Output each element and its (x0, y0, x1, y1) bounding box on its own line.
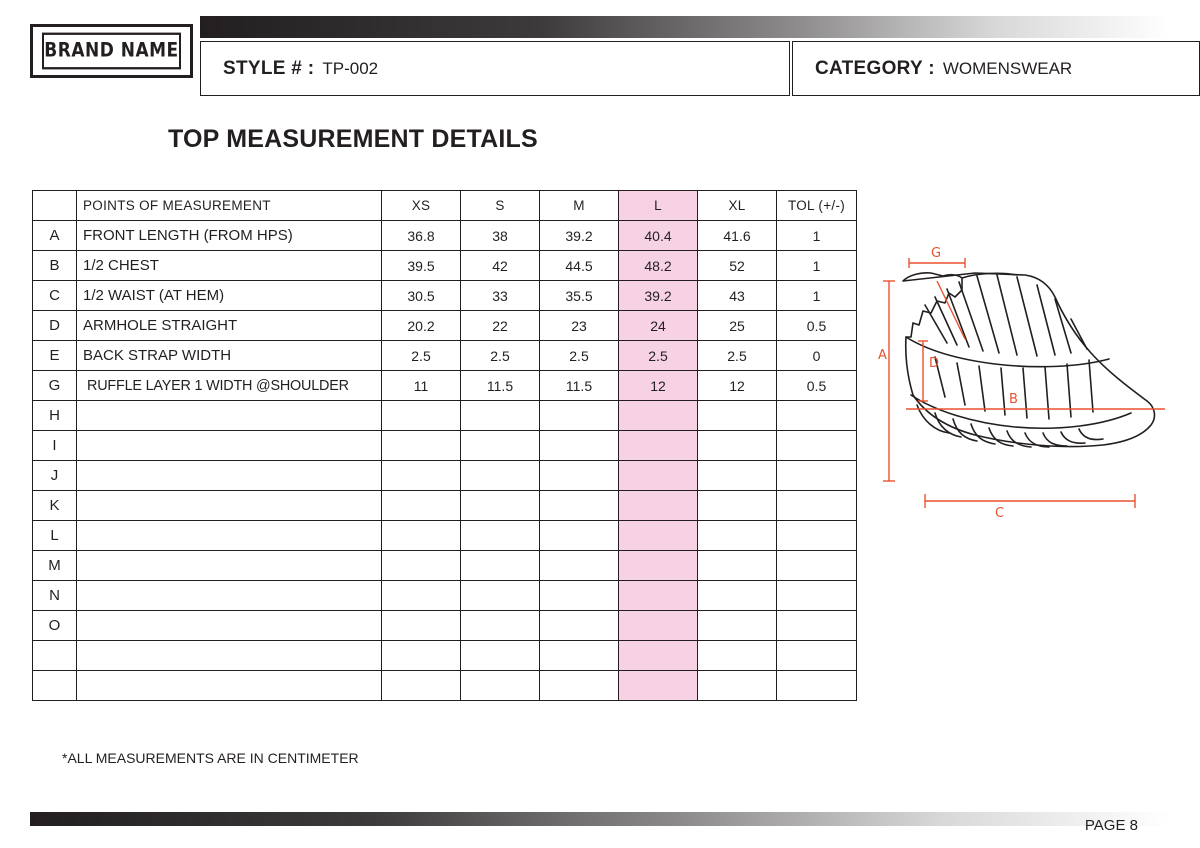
table-row (33, 521, 857, 551)
row-xl: 25 (698, 311, 777, 341)
row-m: 11.5 (540, 371, 619, 401)
row-l (619, 551, 698, 581)
header-size-l: L (619, 191, 698, 221)
table-row (33, 671, 857, 701)
page-number: PAGE 8 (1084, 817, 1138, 834)
row-l (619, 431, 698, 461)
row-m (540, 641, 619, 671)
row-xs (382, 671, 461, 701)
row-xs: 20.2 (382, 311, 461, 341)
row-xs: 30.5 (382, 281, 461, 311)
row-tol: 0.5 (777, 371, 857, 401)
brand-name-label: BRAND NAME (42, 33, 181, 70)
brand-logo (30, 24, 193, 78)
row-m (540, 461, 619, 491)
row-m: 23 (540, 311, 619, 341)
row-s: 38 (461, 221, 540, 251)
row-key: E (33, 341, 77, 371)
row-l: 40.4 (619, 221, 698, 251)
row-l: 39.2 (619, 281, 698, 311)
header-tolerance: TOL (+/-) (777, 191, 857, 221)
row-l: 2.5 (619, 341, 698, 371)
row-key: J (33, 461, 77, 491)
row-key: H (33, 401, 77, 431)
page-title: TOP MEASUREMENT DETAILS (168, 125, 538, 153)
row-xl: 2.5 (698, 341, 777, 371)
sketch-label-b: B (1009, 392, 1018, 407)
row-xl: 43 (698, 281, 777, 311)
row-m: 44.5 (540, 251, 619, 281)
table-header-row (33, 191, 857, 221)
row-tol: 0.5 (777, 311, 857, 341)
row-xs (382, 491, 461, 521)
row-key: O (33, 611, 77, 641)
row-s (461, 581, 540, 611)
table-row (33, 371, 857, 401)
table-row (33, 551, 857, 581)
sketch-label-a: A (878, 348, 887, 363)
row-key: A (33, 221, 77, 251)
row-pom: BACK STRAP WIDTH (77, 341, 382, 371)
row-key: N (33, 581, 77, 611)
row-tol (777, 641, 857, 671)
table-row (33, 431, 857, 461)
row-xl (698, 431, 777, 461)
row-l: 24 (619, 311, 698, 341)
row-tol (777, 491, 857, 521)
row-l (619, 641, 698, 671)
row-m (540, 611, 619, 641)
row-tol (777, 551, 857, 581)
row-key: D (33, 311, 77, 341)
row-tol (777, 431, 857, 461)
row-s (461, 461, 540, 491)
row-xs (382, 461, 461, 491)
row-l (619, 581, 698, 611)
row-xs: 2.5 (382, 341, 461, 371)
header-size-m: M (540, 191, 619, 221)
measurement-units-note: *ALL MEASUREMENTS ARE IN CENTIMETER (62, 750, 359, 766)
row-xs: 36.8 (382, 221, 461, 251)
row-m: 35.5 (540, 281, 619, 311)
row-m (540, 551, 619, 581)
row-l (619, 611, 698, 641)
row-key: K (33, 491, 77, 521)
category-value: WOMENSWEAR (942, 58, 1073, 78)
row-s (461, 611, 540, 641)
row-pom: RUFFLE LAYER 1 WIDTH @SHOULDER (77, 371, 382, 401)
row-key: M (33, 551, 77, 581)
row-m: 39.2 (540, 221, 619, 251)
row-xl: 12 (698, 371, 777, 401)
row-m (540, 521, 619, 551)
sketch-label-g: G (931, 246, 942, 261)
row-l (619, 461, 698, 491)
row-pom (77, 521, 382, 551)
row-xs (382, 401, 461, 431)
row-xl (698, 581, 777, 611)
footer-gradient-bar (30, 812, 1170, 826)
row-xs (382, 581, 461, 611)
header-size-xl: XL (698, 191, 777, 221)
row-s: 2.5 (461, 341, 540, 371)
row-tol (777, 521, 857, 551)
style-number-label: STYLE # : (223, 57, 315, 79)
header-key (33, 191, 77, 221)
row-key: L (33, 521, 77, 551)
row-xs (382, 611, 461, 641)
row-s (461, 521, 540, 551)
row-l (619, 671, 698, 701)
row-tol (777, 461, 857, 491)
row-pom (77, 641, 382, 671)
row-xs (382, 551, 461, 581)
header-size-s: S (461, 191, 540, 221)
row-xs (382, 641, 461, 671)
row-l (619, 491, 698, 521)
row-tol (777, 581, 857, 611)
category-field (792, 41, 1200, 96)
row-s (461, 491, 540, 521)
row-xl: 41.6 (698, 221, 777, 251)
row-s (461, 401, 540, 431)
row-key: I (33, 431, 77, 461)
row-l: 48.2 (619, 251, 698, 281)
row-s: 11.5 (461, 371, 540, 401)
row-xs (382, 521, 461, 551)
technical-sketch (865, 245, 1185, 530)
sketch-label-d: D (929, 356, 940, 371)
table-body (33, 221, 857, 701)
row-s (461, 641, 540, 671)
row-key (33, 671, 77, 701)
row-xl (698, 401, 777, 431)
row-tol: 1 (777, 221, 857, 251)
table-row (33, 611, 857, 641)
table-row (33, 491, 857, 521)
row-key: G (33, 371, 77, 401)
sketch-label-c: C (995, 506, 1005, 521)
row-m (540, 401, 619, 431)
table-row (33, 341, 857, 371)
row-pom (77, 401, 382, 431)
row-xl (698, 611, 777, 641)
style-number-value: TP-002 (322, 58, 379, 78)
row-tol (777, 401, 857, 431)
row-pom (77, 461, 382, 491)
row-xl (698, 461, 777, 491)
table-row (33, 311, 857, 341)
row-s: 33 (461, 281, 540, 311)
document-header (30, 16, 1170, 80)
row-xs: 11 (382, 371, 461, 401)
row-s: 22 (461, 311, 540, 341)
row-pom (77, 491, 382, 521)
row-tol (777, 671, 857, 701)
row-pom (77, 431, 382, 461)
row-s (461, 551, 540, 581)
row-pom: 1/2 WAIST (AT HEM) (77, 281, 382, 311)
row-s (461, 671, 540, 701)
row-pom: FRONT LENGTH (FROM HPS) (77, 221, 382, 251)
style-number-field (200, 41, 790, 96)
row-m (540, 671, 619, 701)
row-xl: 52 (698, 251, 777, 281)
row-tol (777, 611, 857, 641)
row-xs: 39.5 (382, 251, 461, 281)
row-key: B (33, 251, 77, 281)
row-xl (698, 491, 777, 521)
row-m (540, 431, 619, 461)
row-xl (698, 671, 777, 701)
row-pom: 1/2 CHEST (77, 251, 382, 281)
table-row (33, 461, 857, 491)
row-m (540, 491, 619, 521)
table-row (33, 641, 857, 671)
row-key: C (33, 281, 77, 311)
row-pom (77, 581, 382, 611)
row-m: 2.5 (540, 341, 619, 371)
table-row (33, 401, 857, 431)
row-tol: 1 (777, 251, 857, 281)
row-pom: ARMHOLE STRAIGHT (77, 311, 382, 341)
header-gradient-bar (200, 16, 1170, 38)
row-pom (77, 611, 382, 641)
row-l: 12 (619, 371, 698, 401)
header-size-xs: XS (382, 191, 461, 221)
row-xl (698, 641, 777, 671)
row-tol: 0 (777, 341, 857, 371)
table-row (33, 581, 857, 611)
row-xs (382, 431, 461, 461)
row-xl (698, 551, 777, 581)
row-tol: 1 (777, 281, 857, 311)
row-m (540, 581, 619, 611)
row-pom (77, 551, 382, 581)
row-pom (77, 671, 382, 701)
row-xl (698, 521, 777, 551)
table-row (33, 281, 857, 311)
table-row (33, 251, 857, 281)
row-l (619, 521, 698, 551)
category-label: CATEGORY : (815, 57, 935, 79)
row-s: 42 (461, 251, 540, 281)
row-key (33, 641, 77, 671)
row-s (461, 431, 540, 461)
header-points-of-measurement: POINTS OF MEASUREMENT (77, 191, 382, 221)
row-l (619, 401, 698, 431)
measurement-table (32, 190, 857, 701)
table-row (33, 221, 857, 251)
